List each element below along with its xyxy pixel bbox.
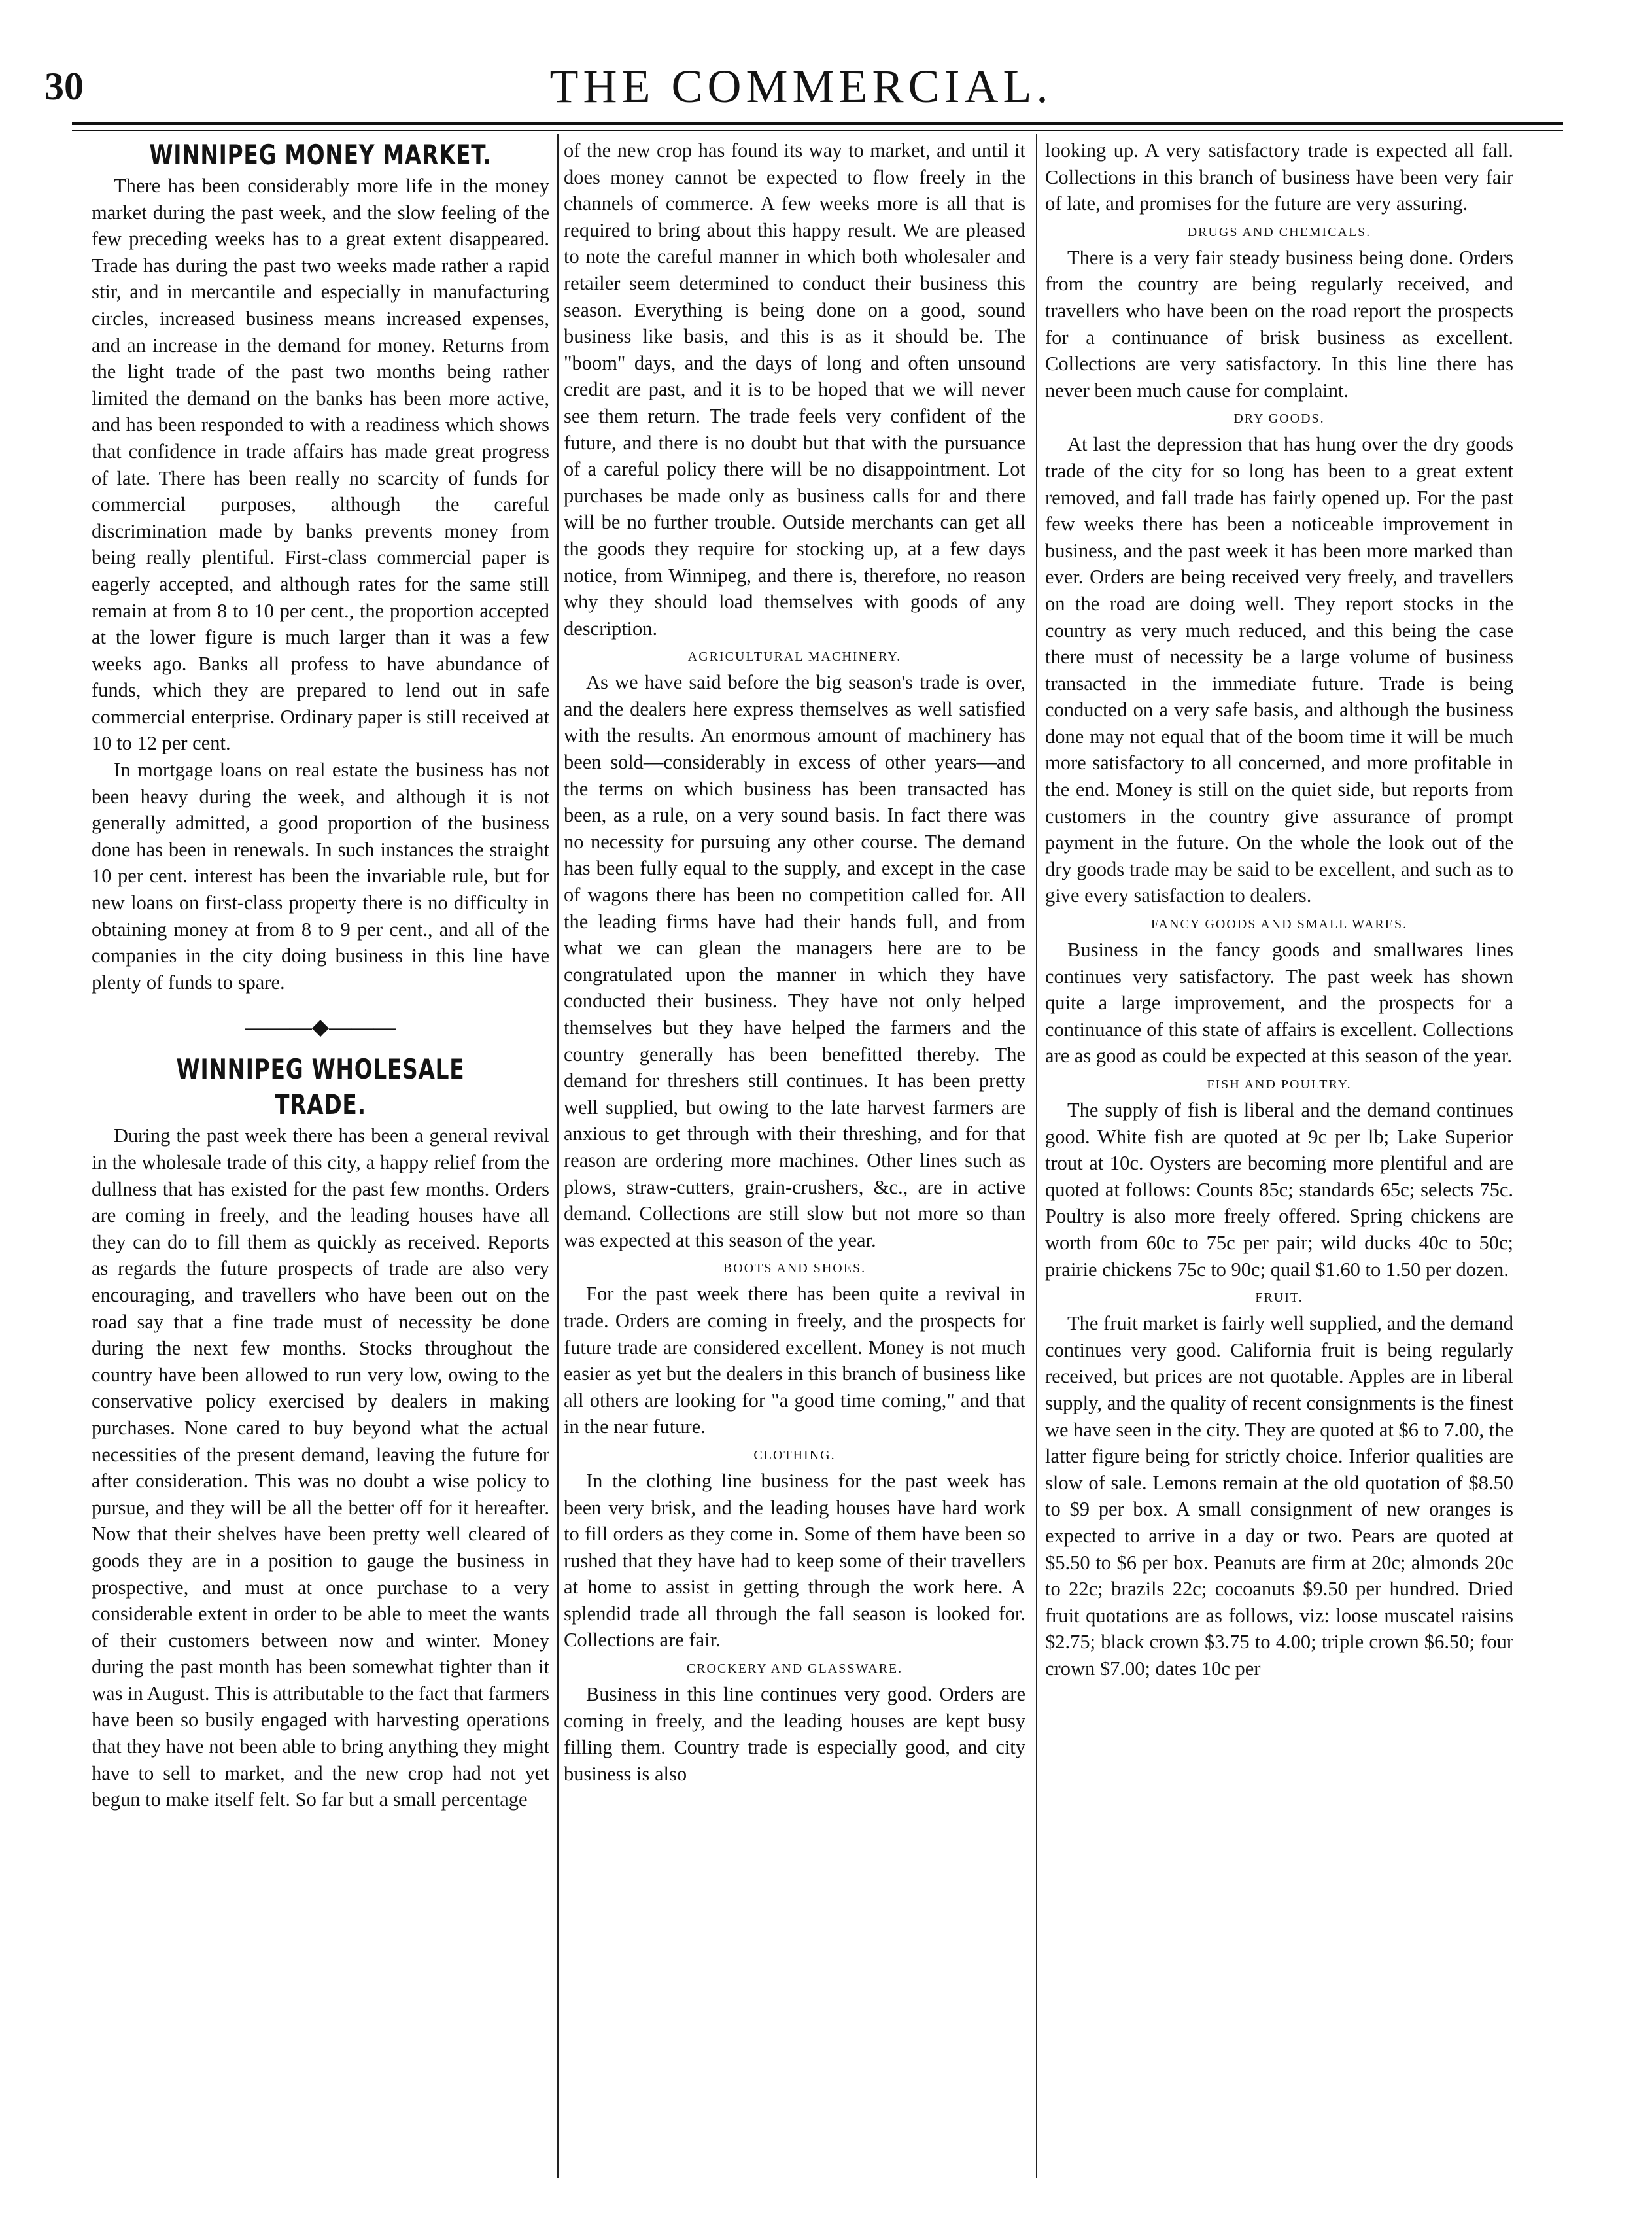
heading-wholesale-trade: WINNIPEG WHOLESALE TRADE.	[176, 1053, 465, 1121]
publication-title: THE COMMERCIAL.	[549, 60, 1053, 113]
paragraph: During the past week there has been a general revival in the wholesale trade of this city, a happy relief from the dullness that has existed for the past few months. Orders are coming in freely, and the leading houses have all they can do to fill them as quickly as received. Reports as regards the future prospects of trade are also very encouraging, and travellers who have been out on the road say that a fine trade must of necessity be done during the next few months. Stocks throughout the country have been allowed to run very low, owing to the conservative policy exercised by dealers in making purchases. None cared to buy beyond what the actual necessities of the present demand, leaving the future for after consideration. This was no doubt a wise policy to pursue, and they will be all the better off for it hereafter. Now that their shelves have been pretty well cleared of goods they are in a position to gauge the business in prospective, and must at once purchase to a very considerable extent in order to be able to meet the wants of their customers between now and winter. Money during the past month has been somewhat tighter than it was in August. This is attributable to the fact that farmers have been so busily engaged with harvesting operations that they have not been able to bring anything they might have to sell to market, and the new crop had not yet begun to make itself felt. So far but a small percentage	[92, 1124, 549, 1811]
subheading-boots-and-shoes: BOOTS AND SHOES.	[723, 1261, 867, 1276]
paragraph: There has been considerably more life in the money market during the past week, and the slow feeling of the few preceding weeks has to a great extent disappeared. Trade has during the past two weeks made rather a rapid stir, and in mercantile and especially in manufacturing circles, increased business means increased expenses, and an increase in the demand for money. Returns from the light trade of the past two months being rather limited the demand on the banks has been more active, and has been responded to with a readiness which shows that confidence in trade affairs has made great progress of late. There has been really no scarcity of funds for commercial purposes, although the careful discrimination made by banks prevents money from being really plentiful. First-class commercial paper is eagerly accepted, and although rates for the same still remain at from 8 to 10 per cent., the proportion accepted at the lower figure is much larger than it was a few weeks ago. Banks all profess to have abundance of funds, which they are prepared to lend out in safe commercial enterprise. Ordinary paper is still received at 10 to 12 per cent.	[92, 175, 549, 755]
heading-money-market: WINNIPEG MONEY MARKET.	[149, 139, 492, 171]
subheading-agricultural-machinery: AGRICULTURAL MACHINERY.	[687, 650, 902, 665]
paragraph: For the past week there has been quite a revival in trade. Orders are coming in freely, and the prospects for future trade are considered excellent. Money is not much easier as yet but the dealers in this branch of business like all others are looking for "a good time coming," and that in the near future.	[564, 1283, 1025, 1438]
masthead	[39, 60, 1563, 113]
paragraph: In mortgage loans on real estate the business has not been heavy during the week, and although it is not generally admitted, a good proportion of the business done has been in renewals. In such instances the straight 10 per cent. interest has been the invariable rule, but for new loans on first-class property there is no difficulty in obtaining money at from 8 to 9 per cent., and all of the companies in the city doing business in this line have plenty of funds to spare.	[92, 759, 549, 994]
subheading-drugs-and-chemicals: DRUGS AND CHEMICALS.	[1187, 224, 1371, 239]
subheading-fancy-goods: FANCY GOODS AND SMALL WARES.	[1150, 917, 1408, 932]
subheading-fruit: FRUIT.	[1255, 1291, 1303, 1306]
column-divider	[1036, 134, 1037, 2178]
paragraph: The supply of fish is liberal and the demand continues good. White fish are quoted at 9c per lb; Lake Superior trout at 10c. Oysters are becoming more plentiful and are quoted at follows: Counts 85c; standards 65c; selects 75c. Poultry is also more freely offered. Spring chickens are worth from 60c to 75c per pair; wild ducks 40c to 50c; prairie chickens 75c to 90c; quail $1.60 to 1.50 per dozen.	[1045, 1099, 1513, 1281]
paragraph: As we have said before the big season's trade is over, and the dealers here express themselves as well satisfied with the results. An enormous amount of machinery has been sold—considerably in excess of other years—and the terms on which business has been transacted has been, as a rule, on a very sound basis. In fact there was no necessity for pursuing any other course. The demand has been fully equal to the supply, and except in the case of wagons there has been no competition called for. All the leading firms have had their hands full, and from what we can glean the managers here are to be congratulated upon the manner in which they have conducted their business. They have not only helped themselves but they have helped the farmers and the country generally has been benefitted thereby. The demand for threshers still continues. It has been pretty well supplied, but owing to the late harvest farmers are anxious to get through with their threshing, and for that reason are ordering more machines. Other lines such as plows, straw-cutters, grain-crushers, &c., are in active demand. Collections are still slow but not more so than was expected at this season of the year.	[564, 671, 1025, 1251]
paragraph: Business in the fancy goods and smallwares lines continues very satisfactory. The past week has shown quite a large improvement, and the prospects for a continuance of this state of affairs is excellent. Collections are as good as could be expected at this season of the year.	[1045, 939, 1513, 1067]
masthead-rule-thin	[72, 130, 1563, 131]
paragraph: Business in this line continues very good. Orders are coming in freely, and the leading houses are kept busy filling them. Country trade is especially good, and city business is also	[564, 1683, 1025, 1785]
paragraph: In the clothing line business for the past week has been very brisk, and the leading houses have hard work to fill orders as they come in. Some of them have been so rushed that they have had to keep some of their travellers at home to assist in getting through the work here. A splendid trade all through the fall season is looked for. Collections are fair.	[564, 1469, 1025, 1652]
column-2	[564, 137, 1025, 2165]
page-number: 30	[44, 65, 84, 108]
paragraph: There is a very fair steady business being done. Orders from the country are being regularly received, and travellers who have been on the road report the prospects for a continuance of brisk business as excellent. Collections are very satisfactory. In this line there has never been much cause for complaint.	[1045, 246, 1513, 402]
column-3	[1045, 137, 1513, 2165]
ornament-divider: ———◆———	[245, 1015, 396, 1040]
subheading-dry-goods: DRY GOODS.	[1233, 411, 1325, 426]
subheading-crockery-and-glassware: CROCKERY AND GLASSWARE.	[686, 1661, 903, 1676]
column-1	[92, 137, 549, 2165]
paragraph: The fruit market is fairly well supplied, and the demand continues very good. California fruit is being regularly received, but prices are not quotable. Apples are in liberal supply, and the quality of recent consignments is the finest we have seen in the city. They are quoted at $6 to 7.00, the latter figure being for strictly choice. Inferior qualities are slow of sale. Lemons remain at the old quotation of $8.50 to $9 per box. A small consignment of new oranges is expected to arrive in a day or two. Pears are quoted at $5.50 to $6 per box. Peanuts are firm at 20c; almonds 20c to 22c; brazils 22c; cocoanuts $9.50 per hundred. Dried fruit quotations are as follows, viz: loose muscatel raisins $2.75; black crown $3.75 to 4.00; triple crown $6.50; four crown $7.00; dates 10c per	[1045, 1312, 1513, 1680]
column-divider	[557, 134, 559, 2178]
subheading-clothing: CLOTHING.	[753, 1448, 836, 1463]
paragraph: of the new crop has found its way to market, and until it does money cannot be expected to flow freely in the channels of commerce. A few weeks more is all that is required to bring about this happy result. We are pleased to note the careful manner in which both wholesaler and retailer seem determined to conduct their business this season. Everything is being done on a good, sound business like basis, and this is as it should be. The "boom" days, and the days of long and often unsound credit are past, and it is to be hoped that we will never see them return. The trade feels very confident of the future, and there is no doubt but that with the pursuance of a careful policy there will be no disappointment. Lot purchases be made only as business calls for and there will be no further trouble. Outside merchants can get all the goods they require for stocking up, at a few days notice, from Winnipeg, and there is, therefore, no reason why they should load themselves with goods of any description.	[564, 139, 1025, 640]
paragraph: At last the depression that has hung over the dry goods trade of the city for so long has been to a great extent removed, and fall trade has fairly opened up. For the past few weeks there has been a noticeable improvement in business, and the past week it has been more marked than ever. Orders are being received very freely, and travellers on the road are doing well. They report stocks in the country as very much reduced, and this being the case there must of necessity be a large volume of business transacted in the immediate future. Trade is being conducted on a very safe basis, and although the business done may not equal that of the boom time it will be much more satisfactory to all concerned, and more profitable in the end. Money is still on the quiet side, but reports from customers in the country give assurance of prompt payment in the future. On the whole the look out of the dry goods trade may be said to be excellent, and such as to give every satisfaction to dealers.	[1045, 433, 1513, 907]
subheading-fish-and-poultry: FISH AND POULTRY.	[1207, 1077, 1352, 1092]
paragraph: looking up. A very satisfactory trade is expected all fall. Collections in this branch of business have been very fair of late, and promises for the future are very assuring.	[1045, 139, 1513, 215]
masthead-rule-thick	[72, 122, 1563, 125]
